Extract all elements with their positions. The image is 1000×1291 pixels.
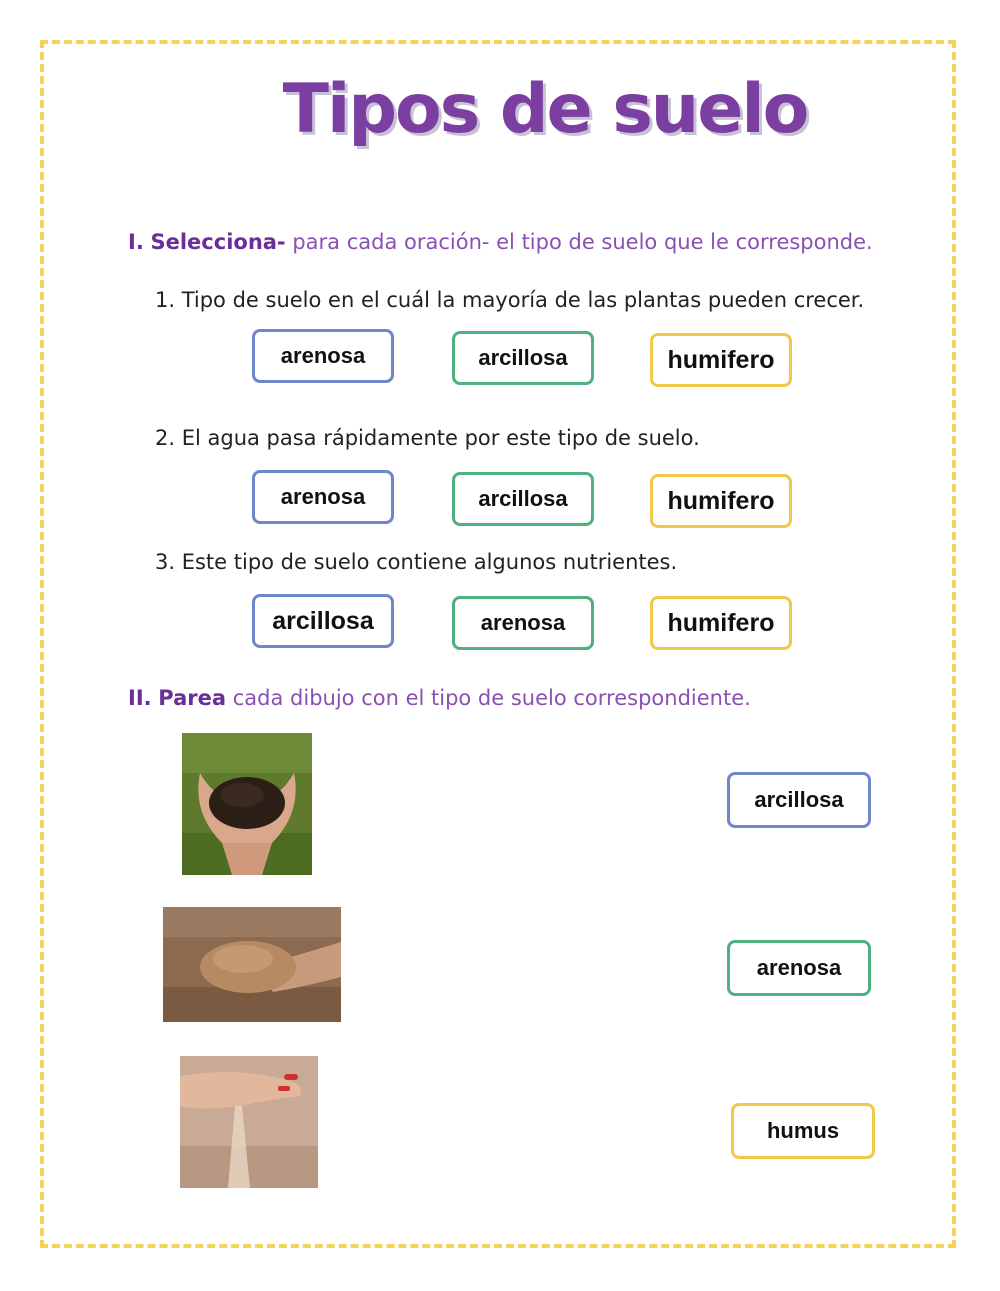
question-2: 2. El agua pasa rápidamente por este tipo de suelo.: [155, 426, 700, 450]
dark-soil-in-hands-icon[interactable]: [182, 733, 312, 875]
section-1-rest: para cada oración- el tipo de suelo que le corresponde.: [285, 230, 873, 254]
section-1-numeral: I.: [128, 230, 144, 254]
question-1: 1. Tipo de suelo en el cuál la mayoría de las plantas pueden crecer.: [155, 288, 865, 312]
match-label-1[interactable]: arcillosa: [727, 772, 871, 828]
question-3: 3. Este tipo de suelo contiene algunos nutrientes.: [155, 550, 678, 574]
page-title: Tipos de suelo: [282, 70, 808, 149]
q2-option-2[interactable]: arcillosa: [452, 472, 594, 526]
section-2-instruction: [128, 686, 751, 710]
q1-option-3[interactable]: humifero: [650, 333, 792, 387]
q2-option-3[interactable]: humifero: [650, 474, 792, 528]
section-2-rest: cada dibujo con el tipo de suelo correspondiente.: [226, 686, 751, 710]
q3-option-3[interactable]: humifero: [650, 596, 792, 650]
q1-option-1[interactable]: arenosa: [252, 329, 394, 383]
match-label-2[interactable]: arenosa: [727, 940, 871, 996]
q1-option-2[interactable]: arcillosa: [452, 331, 594, 385]
clay-soil-in-hand-icon[interactable]: [163, 907, 341, 1022]
sand-pouring-from-hand-icon[interactable]: [180, 1056, 318, 1188]
section-2-bold: Parea: [158, 686, 227, 710]
section-1-bold: Selecciona-: [150, 230, 286, 254]
q3-option-2[interactable]: arenosa: [452, 596, 594, 650]
section-2-numeral: II.: [128, 686, 152, 710]
q2-option-1[interactable]: arenosa: [252, 470, 394, 524]
q3-option-1[interactable]: arcillosa: [252, 594, 394, 648]
section-1-instruction: [128, 230, 873, 254]
match-label-3[interactable]: humus: [731, 1103, 875, 1159]
